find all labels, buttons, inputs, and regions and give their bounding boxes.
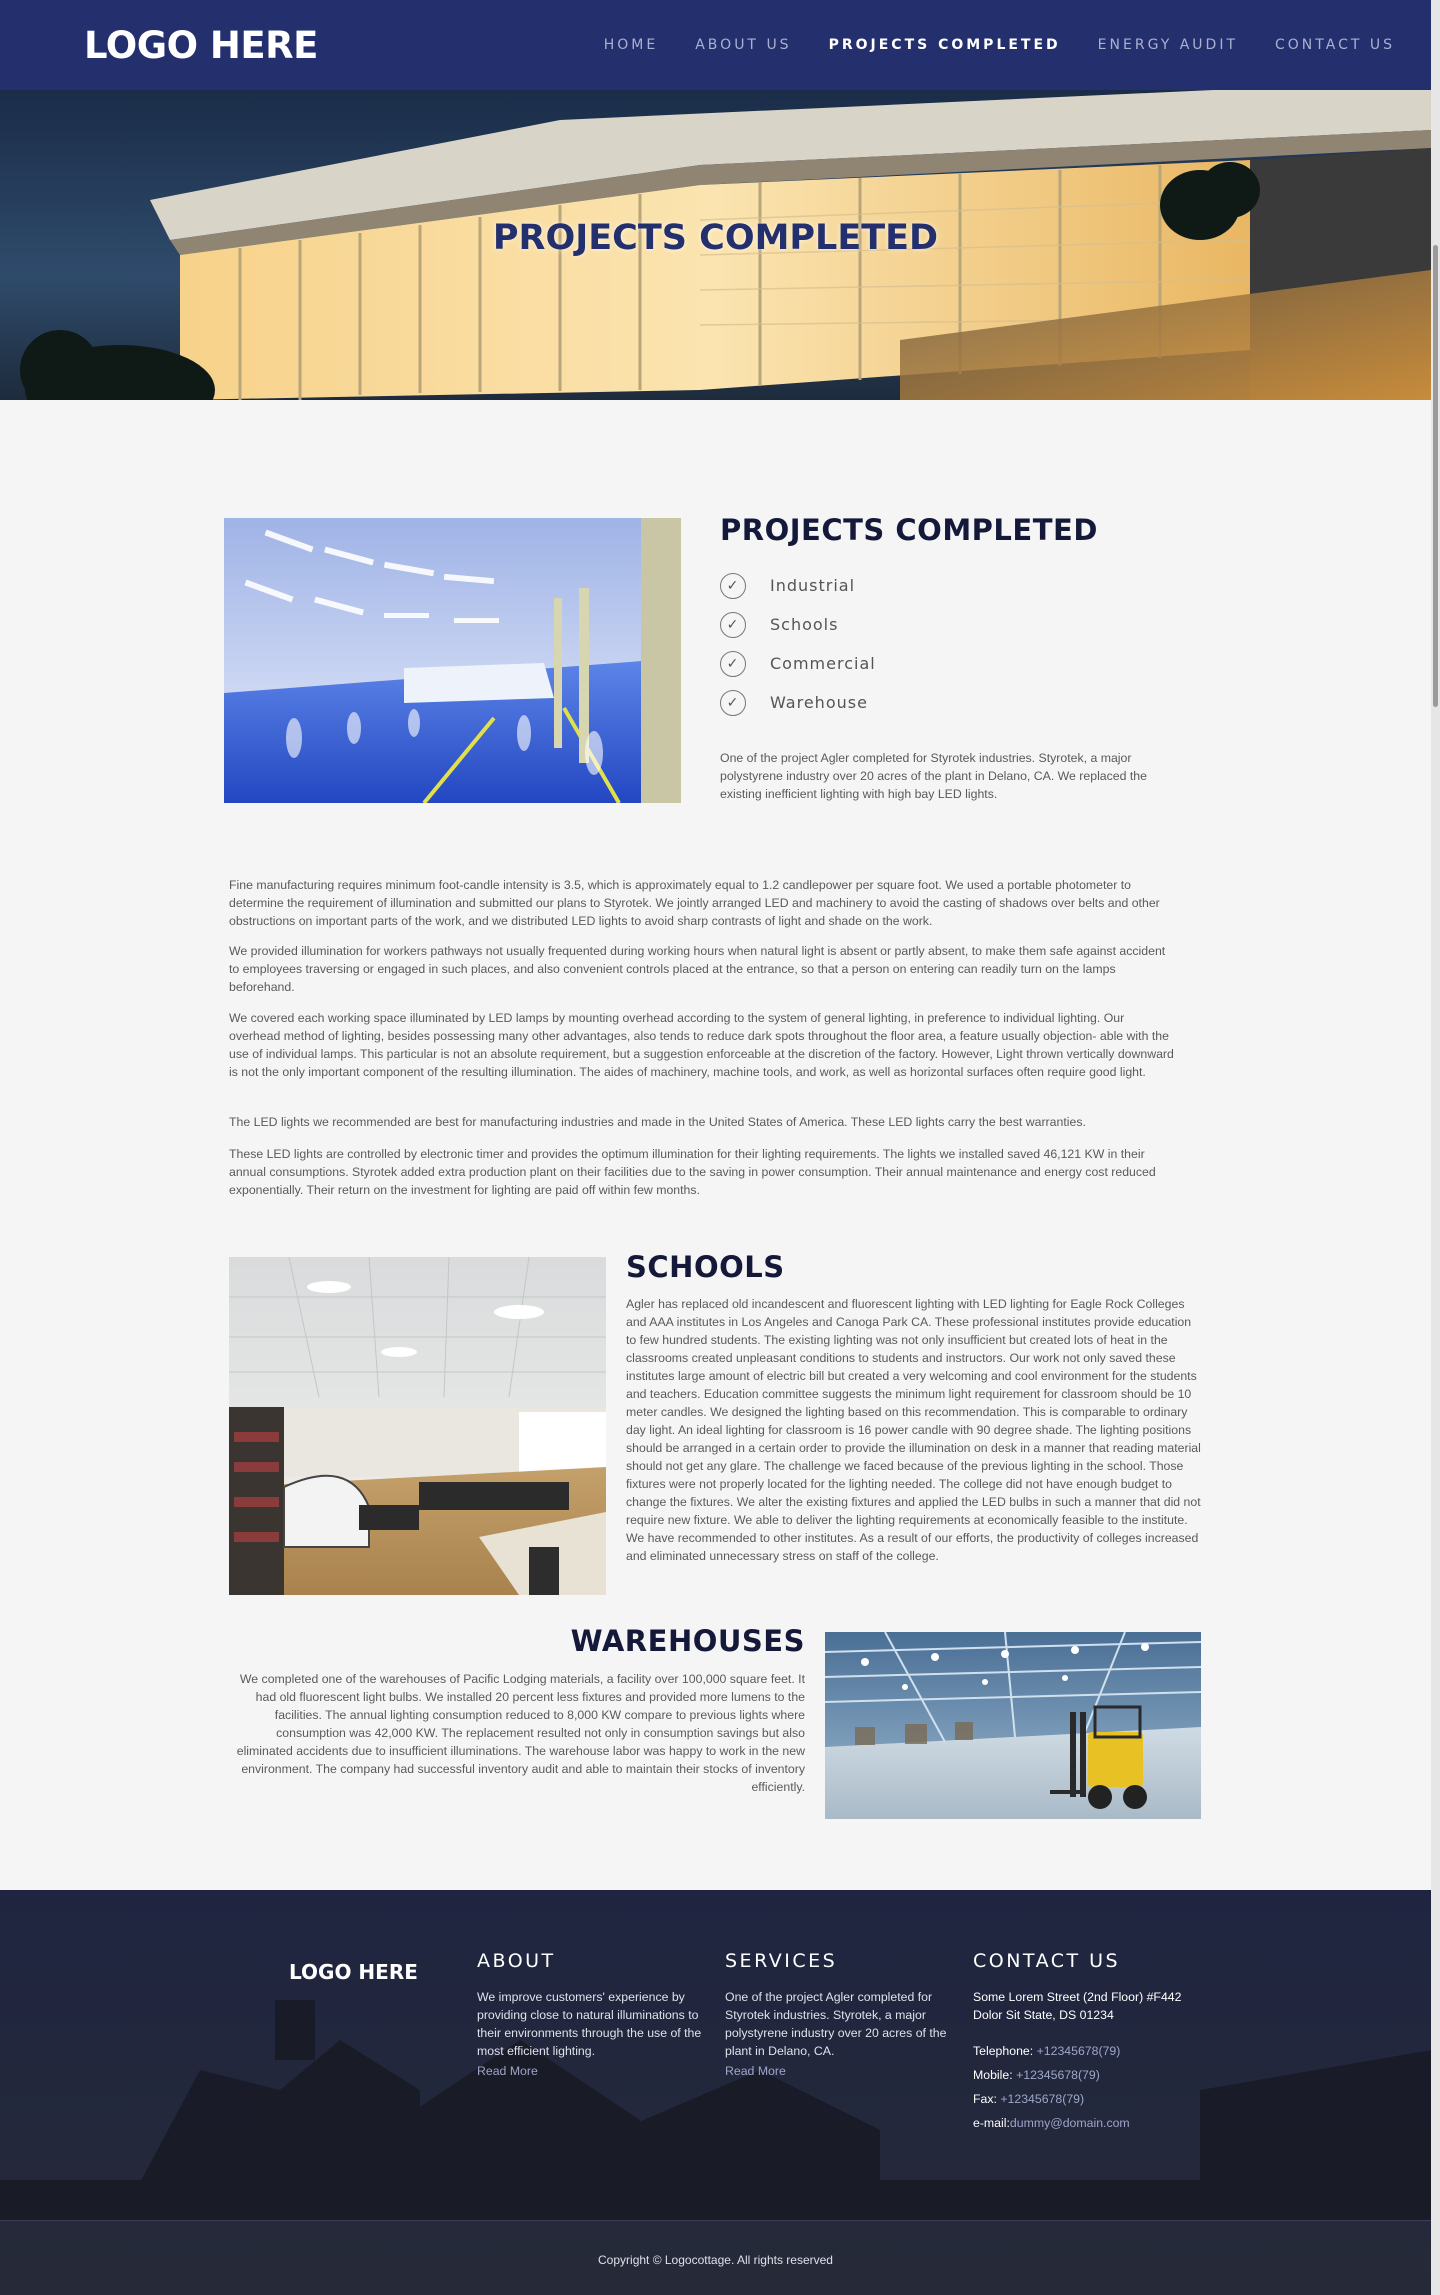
check-circle-icon: ✓ [720, 573, 746, 599]
intro-summary: One of the project Agler completed for Styrotek industries. Styrotek, a major polystyrene industry over 20 acres of the plant in Delano, CA. We replaced the existing inefficient lighting with high bay LED lights. [720, 751, 1147, 801]
email-label: e-mail: [973, 2116, 1010, 2130]
category-label: Industrial [770, 576, 856, 595]
check-circle-icon: ✓ [720, 651, 746, 677]
site-header [0, 0, 1431, 90]
fax-value: +12345678(79) [1000, 2092, 1085, 2106]
mobile-line [973, 2066, 1233, 2084]
category-item-commercial [720, 644, 876, 683]
body-paragraph-3: We covered each working space illuminated by LED lamps by mounting overhead according to the system of general lighting, in preference to individual lighting. Our overhead method of lighting, besides possessing many other advantages, also tends to reduce dark spots throughout the floor area, a feature usually objection- able with the use of individual lamps. This particular is not an absolute requirement, but a suggestion enforceable at the discretion of the factory. However, Light thrown vertically downward is not the only important component of the resulting illumination. The aides of machinery, machine tools, and work, as well as horizontal surfaces often require good light. [229, 1011, 1174, 1079]
warehouses-heading: WAREHOUSES [570, 1624, 805, 1658]
address-line-2: Dolor Sit State, DS 01234 [973, 2008, 1114, 2022]
nav-energy-audit[interactable]: ENERGY AUDIT [1097, 37, 1239, 53]
fax-line [973, 2090, 1233, 2108]
telephone-label: Telephone: [973, 2044, 1037, 2058]
logo[interactable]: LOGO HERE [84, 23, 318, 67]
site-footer [0, 1890, 1431, 2295]
nav-contact-us[interactable]: CONTACT US [1275, 37, 1395, 53]
mobile-label: Mobile: [973, 2068, 1017, 2082]
footer-services-title: SERVICES [725, 1950, 838, 1972]
hero-title: PROJECTS COMPLETED [492, 218, 939, 258]
nav-about-us[interactable]: ABOUT US [695, 37, 792, 53]
footer-about-read-more[interactable]: Read More [477, 2064, 538, 2078]
nav-projects-completed[interactable]: PROJECTS COMPLETED [828, 37, 1061, 53]
footer-services-read-more[interactable]: Read More [725, 2064, 786, 2078]
footer-contact-title: CONTACT US [973, 1950, 1121, 1972]
footer-about-title: ABOUT [477, 1950, 556, 1972]
category-label: Schools [770, 615, 839, 634]
check-circle-icon: ✓ [720, 690, 746, 716]
industrial-image [224, 518, 681, 803]
category-label: Warehouse [770, 693, 868, 712]
body-paragraph-2: We provided illumination for workers pathways not usually frequented during working hours when natural light is absent or partly absent, to make them safe against accident to employees traversing or engaged in such places, and also convenient controls placed at the entrance, so that a person on entering can readily turn on the lamps beforehand. [229, 944, 1166, 994]
telephone-line [973, 2042, 1233, 2060]
footer-logo[interactable]: LOGO HERE [289, 1960, 418, 1984]
category-label: Commercial [770, 654, 876, 673]
telephone-value[interactable]: +12345678(79) [1036, 2044, 1121, 2058]
mobile-value[interactable]: +12345678(79) [1016, 2068, 1100, 2082]
footer-contact [973, 1950, 1233, 2132]
footer-services [725, 1950, 955, 2079]
schools-image [229, 1257, 606, 1595]
page-scrollbar[interactable] [1431, 0, 1440, 2295]
hero-banner [0, 90, 1431, 400]
copyright: Copyright © Logocottage. All rights reserved [598, 2253, 833, 2267]
main-nav [604, 37, 1395, 53]
email-line [973, 2114, 1233, 2132]
category-list [720, 566, 876, 722]
schools-heading: SCHOOLS [626, 1250, 785, 1284]
footer-divider [0, 2220, 1431, 2221]
nav-home[interactable]: HOME [603, 37, 659, 53]
body-paragraph-4: The LED lights we recommended are best for manufacturing industries and made in the United States of America. These LED lights carry the best warranties. [229, 1115, 1086, 1129]
address-line-1: Some Lorem Street (2nd Floor) #F442 [973, 1990, 1182, 2004]
footer-services-text: One of the project Agler completed for Styrotek industries. Styrotek, a major polystyrene industry over 20 acres of the plant in Delano, CA. [725, 1990, 947, 2058]
category-item-warehouse [720, 683, 876, 722]
footer-about [477, 1950, 707, 2079]
fax-label: Fax: [973, 2092, 1001, 2106]
warehouses-image [825, 1632, 1201, 1819]
warehouses-text: We completed one of the warehouses of Pacific Lodging materials, a facility over 100,000 square feet. It had old fluorescent light bulbs. We installed 20 percent less fixtures and provided more lumens to the facilities. The annual lighting consumption reduced to 8,000 KW compare to previous lights where consumption was 42,000 KW. The replacement resulted not only in consumption savings but also eliminated accidents due to insufficient illuminations. The warehouse labor was happy to work in the new environment. The company had successful inventory audit and able to maintain their stocks of inventory efficiently. [236, 1672, 805, 1794]
scrollbar-thumb[interactable] [1433, 245, 1438, 707]
footer-about-text: We improve customers' experience by providing close to natural illuminations to their environments through the use of the most efficient lighting. [477, 1990, 702, 2058]
intro-heading: PROJECTS COMPLETED [720, 513, 1098, 547]
body-paragraph-1: Fine manufacturing requires minimum foot-candle intensity is 3.5, which is approximately equal to 1.2 candlepower per square foot. We used a portable photometer to determine the requirement of illumination and submitted our plans to Styrotek. We jointly arranged LED and machinery to avoid the casting of shadows over belts and other obstructions on important parts of the work, and we distributed LED lights to avoid sharp contrasts of light and shade on the work. [229, 878, 1160, 928]
category-item-schools [720, 605, 876, 644]
body-paragraph-5: These LED lights are controlled by electronic timer and provides the optimum illumination for their lighting requirements. The lights we installed saved 46,121 KW in their annual consumptions. Styrotek added extra production plant on their facilities due to the saving in power consumption. Their annual maintenance and energy cost reduced exponentially. Their return on the investment for lighting are paid off within few months. [229, 1147, 1156, 1197]
schools-text: Agler has replaced old incandescent and fluorescent lighting with LED lighting for Eagle Rock Colleges and AAA institutes in Los Angeles and Canoga Park CA. These professional institutes provide education to few hundred students. The existing lighting was not only insufficient but created lots of heat in the classrooms created unpleasant conditions to students and instructors. Our work not only saved these institutes large amount of electric bill but created a very welcoming and cool environment for the students and teachers. Education committee suggests the minimum light requirement for classroom should be 10 meter candles. We designed the lighting based on this recommendation. This is comparable to ordinary day light. An ideal lighting for classroom is 16 power candle with 90 degree shade. The lighting positions should be arranged in a certain order to provide the illumination on desk in a manner that reading material should not get any glare. The challenge we faced because of the previous lighting in the school. Those fixtures were not properly located for the lighting needed. The college did not have enough budget to change the fixtures. We alter the existing fixtures and applied the LED bulbs in such a manner that did not require new fixture. We able to deliver the lighting requirements at economically feasible to the institute. We have recommended to other institutes. As a result of our efforts, the productivity of colleges increased and eliminated unnecessary stress on staff of the college. [626, 1297, 1201, 1563]
category-item-industrial [720, 566, 876, 605]
check-circle-icon: ✓ [720, 612, 746, 638]
email-link[interactable]: dummy@domain.com [1009, 2116, 1130, 2130]
